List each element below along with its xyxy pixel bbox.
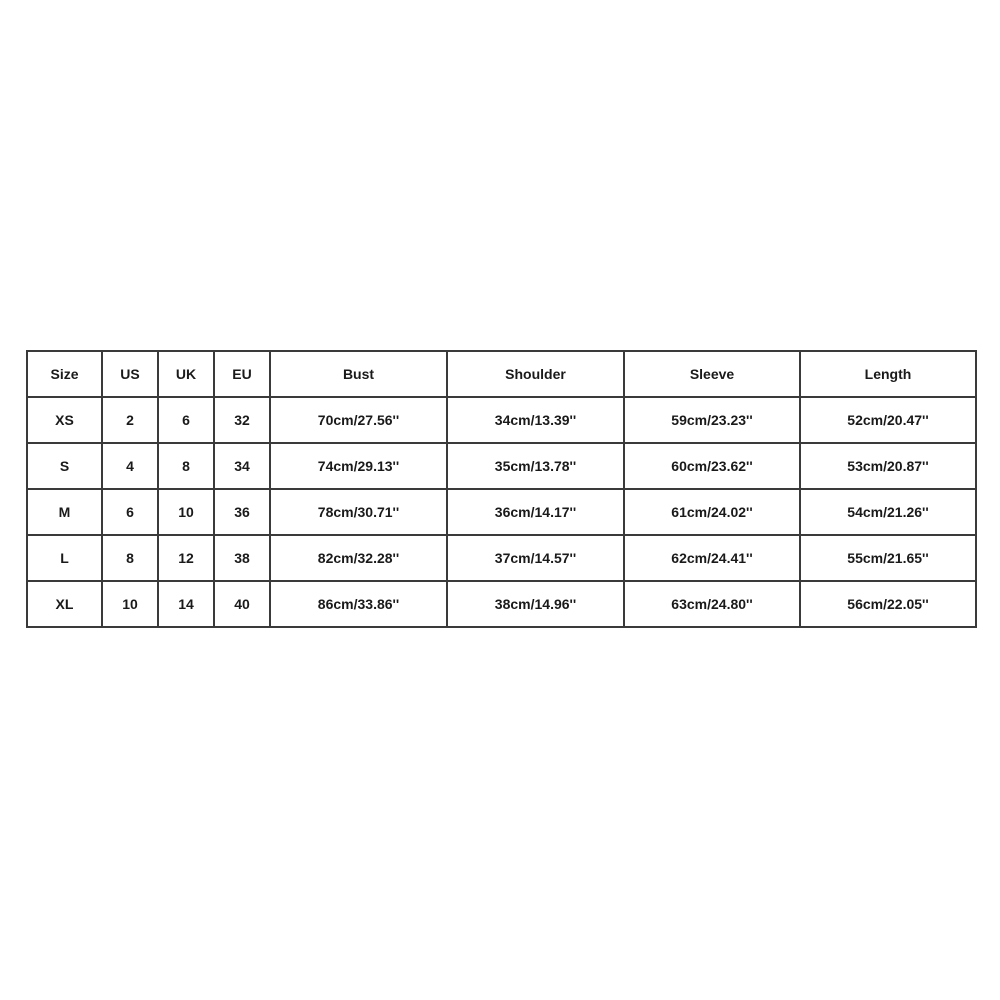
cell-length: 53cm/20.87'' bbox=[800, 443, 976, 489]
cell-sleeve: 63cm/24.80'' bbox=[624, 581, 800, 627]
table-row bbox=[27, 397, 976, 443]
cell-us: 6 bbox=[102, 489, 158, 535]
cell-shoulder: 36cm/14.17'' bbox=[447, 489, 624, 535]
cell-shoulder: 35cm/13.78'' bbox=[447, 443, 624, 489]
cell-eu: 38 bbox=[214, 535, 270, 581]
cell-eu: 36 bbox=[214, 489, 270, 535]
cell-bust: 78cm/30.71'' bbox=[270, 489, 447, 535]
header-shoulder: Shoulder bbox=[447, 351, 624, 397]
cell-size: L bbox=[27, 535, 102, 581]
cell-shoulder: 37cm/14.57'' bbox=[447, 535, 624, 581]
cell-size: S bbox=[27, 443, 102, 489]
cell-uk: 10 bbox=[158, 489, 214, 535]
cell-bust: 86cm/33.86'' bbox=[270, 581, 447, 627]
cell-length: 54cm/21.26'' bbox=[800, 489, 976, 535]
cell-us: 2 bbox=[102, 397, 158, 443]
header-size: Size bbox=[27, 351, 102, 397]
size-chart-table bbox=[26, 350, 977, 628]
cell-us: 8 bbox=[102, 535, 158, 581]
table-row bbox=[27, 535, 976, 581]
cell-sleeve: 61cm/24.02'' bbox=[624, 489, 800, 535]
header-sleeve: Sleeve bbox=[624, 351, 800, 397]
cell-shoulder: 38cm/14.96'' bbox=[447, 581, 624, 627]
cell-eu: 40 bbox=[214, 581, 270, 627]
cell-us: 10 bbox=[102, 581, 158, 627]
cell-sleeve: 62cm/24.41'' bbox=[624, 535, 800, 581]
cell-size: XL bbox=[27, 581, 102, 627]
cell-eu: 32 bbox=[214, 397, 270, 443]
cell-length: 56cm/22.05'' bbox=[800, 581, 976, 627]
cell-bust: 82cm/32.28'' bbox=[270, 535, 447, 581]
cell-bust: 70cm/27.56'' bbox=[270, 397, 447, 443]
cell-eu: 34 bbox=[214, 443, 270, 489]
cell-length: 55cm/21.65'' bbox=[800, 535, 976, 581]
cell-length: 52cm/20.47'' bbox=[800, 397, 976, 443]
cell-shoulder: 34cm/13.39'' bbox=[447, 397, 624, 443]
cell-size: XS bbox=[27, 397, 102, 443]
cell-size: M bbox=[27, 489, 102, 535]
table-row bbox=[27, 443, 976, 489]
cell-uk: 6 bbox=[158, 397, 214, 443]
header-bust: Bust bbox=[270, 351, 447, 397]
header-length: Length bbox=[800, 351, 976, 397]
header-uk: UK bbox=[158, 351, 214, 397]
cell-uk: 12 bbox=[158, 535, 214, 581]
cell-uk: 8 bbox=[158, 443, 214, 489]
cell-sleeve: 60cm/23.62'' bbox=[624, 443, 800, 489]
cell-us: 4 bbox=[102, 443, 158, 489]
cell-sleeve: 59cm/23.23'' bbox=[624, 397, 800, 443]
cell-bust: 74cm/29.13'' bbox=[270, 443, 447, 489]
header-eu: EU bbox=[214, 351, 270, 397]
header-row bbox=[27, 351, 976, 397]
header-us: US bbox=[102, 351, 158, 397]
table-row bbox=[27, 489, 976, 535]
cell-uk: 14 bbox=[158, 581, 214, 627]
table-row bbox=[27, 581, 976, 627]
